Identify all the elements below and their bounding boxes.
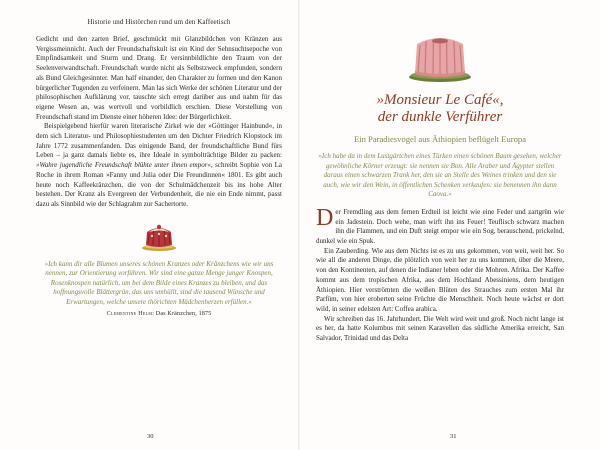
right-body-text <box>316 204 564 344</box>
page-number-left: 30 <box>147 433 154 440</box>
attribution-source: : Das Kränzchen, 1875 <box>152 310 212 317</box>
right-paragraph-1 <box>316 204 564 247</box>
quote-attribution <box>36 311 282 317</box>
running-head: Historie und Histörchen rund um den Kaffeetisch <box>87 18 231 26</box>
chapter-title <box>316 92 564 126</box>
right-paragraph-3: Wir schreiben das 16. Jahrhundert. Die Welt wird weit und groß. Noch nicht lange ist es her, da hatte Kolumbus mit seinen Karavellen das südliche Amerika erreicht, San Salvador, Trinidad und das Delta <box>316 314 564 343</box>
chapter-title-line-2: der dunkle Verführer <box>377 109 503 125</box>
right-paragraph-1-text: er Fremdling aus dem fernen Erdteil ist leicht wie eine Feder und zartgrün wie ein Jadestein. Doch wehe, man wirft ihn ins Feuer! Teuflisch schwarz machen ihn die Flammen, und ein Duft steigt empor wie ein Sog, berauschend, prickelnd, dunkel wie ein Spuk. <box>316 207 564 246</box>
intro-quote: »Ich habe da in dem Lustgärtchen eines Türken einen schönen Baum gesehen, welcher gewöhnliche Körner erzeugt: sie nennen sie Bon. Alle Araber und Ägypter stellen daraus einen schwarzen Trank her, den sie an Stelle des Weines trinken und den sie auch, wie wir den Wein, in öffentlichen Schenken verkaufen: sie benennen ihn dann Caova.« <box>318 152 562 199</box>
left-paragraph-1: Gedicht und den zarten Brief, geschmückt mit Glanzbildchen von Kränzen aus Vergissmeinnicht. Auch der Freundschaftskult ist ein Kind der Sehnsuchtsepoche von Empfindsamkeit und Sturm und Drang. Er versinnbildlichte den Traum von der Seelenverwandtschaft. Freundschaft wurde nicht als Selbstzweck empfunden, sondern als Bund Gleichgesinnter. Man half einander, den Charakter zu formen und den Kanon bürgerlicher Tugenden zu verfeinern. Man las sich Werke der schönen Literatur und der philosophischen Aufklärung vor, tauschte sich erregt darüber aus und nahm für das eigene Wesen an, was wertvoll und vorbildlich erschien. Diese Vorstellung von Freundschaft stand im Dienste einer höheren Idee: der Bürgerlichkeit. <box>36 35 282 121</box>
drop-cap: D <box>316 204 334 231</box>
right-page <box>300 0 600 450</box>
gugelhupf-cake-illustration <box>316 24 564 84</box>
paragraph-2-text-b: , schreibt Sophie von La Roche in ihrem Roman »Fanny und Julia oder Die Freundinnen« 1801. Es gibt auch heute noch Kaffeekränzchen, die von der Schulmädchenzeit bis ins hohe Alter bestehen. Der Kranz als Evergreen der Verbundenheit, die nie ein Ende nimmt, passt dazu als Sinnbild wie der Schlagrahm zur Sachertorte. <box>36 161 282 208</box>
paragraph-2-inline-quote: »Wahre jugendliche Freundschaft blühte unter ihnen empor« <box>36 161 211 170</box>
chapter-title-line-1: »Monsieur Le Café«, <box>376 92 504 108</box>
chapter-subtitle: Ein Paradiesvogel aus Äthiopien beflügelt Europa <box>353 134 527 144</box>
left-quote: »Ich kann dir alle Blumen unseres schönen Kranzes oder Kränzchens wie wir uns nennen, zur Orientierung vorführen. Wir sind eine ganze Menge junger Knospen, Rosenknospen natürlich, um bei dem Bilde eines Kranzes zu bleiben, und das hoffnungsvolle Blättergrün, das uns umhüllt, sind die tausend Wünsche und Erwartungen, welche unsere thörichten Mädchenherzen erfüllen.« <box>44 259 274 307</box>
attribution-name: Clementine Helm <box>106 310 153 317</box>
cake-ornament-small <box>36 218 282 252</box>
left-paragraph-2 <box>36 122 282 209</box>
paragraph-2-text-a: Beispielgebend hierfür waren literarische Zirkel wie der »Göttinger Hainbund«, in dem sich Literatur- und Philosophiestudenten um den Dichter Friedrich Klopstock im Jahre 1772 zusammenfanden. Das einigende Band, der freundschaftliche Bund fürs Leben – ja ganz damals liebte es, ihre Ideale in symbolträchtige Bilder zu packen: <box>36 122 282 160</box>
left-body-text <box>36 35 282 210</box>
right-paragraph-2: Ein Zauberding. Wie aus dem Nichts ist es zu uns gekommen, von weit, weit her. So wie all die anderen Dinge, die plötzlich von weit her zu uns kommen, über die Meere, von den Kontinenten, auf denen die Indianer leben oder die Mohren. Afrika. Der Kaffee kommt aus dem tropischen Afrika, aus dem Hochland Abessiniens, dem heutigen Äthiopien. Hier verströmten die weißen Blüten des Strauches zum ersten Mal ihr Parfüm, von hier eroberten seine Früchte die Menschheit. Noch heute wächst er dort wild, in seiner edelsten Art: Coffea arabica. <box>316 246 564 313</box>
page-number-right: 31 <box>450 433 457 440</box>
